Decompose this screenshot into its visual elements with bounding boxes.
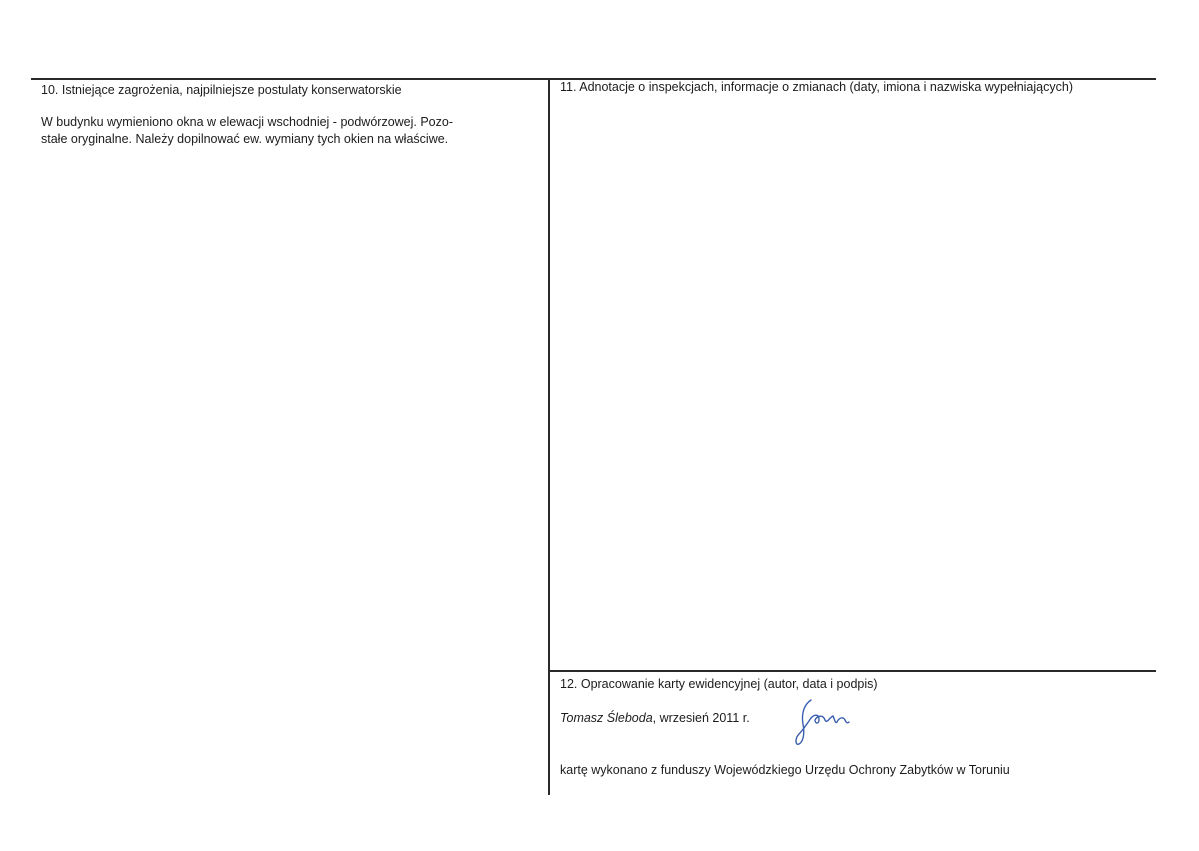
section-12-divider (550, 670, 1156, 672)
section-10-heading: 10. Istniejące zagrożenia, najpilniejsze postulaty konserwatorskie (41, 83, 402, 97)
section-10-body (41, 114, 536, 148)
handwritten-signature (781, 694, 861, 750)
funding-note: kartę wykonano z funduszy Wojewódzkiego Urzędu Ochrony Zabytków w Toruniu (560, 763, 1010, 777)
section-11-heading: 11. Adnotacje o inspekcjach, informacje o zmianach (daty, imiona i nazwiska wypełniających) (560, 80, 1073, 94)
section-12-author (560, 710, 750, 726)
column-divider (548, 78, 550, 795)
section-10-body-line: W budynku wymieniono okna w elewacji wschodniej - podwórzowej. Pozo- (41, 115, 453, 129)
record-card (31, 0, 1156, 851)
section-10-body-line: stałe oryginalne. Należy dopilnować ew. wymiany tych okien na właściwe. (41, 132, 449, 146)
author-name: Tomasz Śleboda (560, 711, 653, 725)
section-12-heading: 12. Opracowanie karty ewidencyjnej (autor, data i podpis) (560, 677, 878, 691)
author-date: , wrzesień 2011 r. (652, 711, 750, 725)
